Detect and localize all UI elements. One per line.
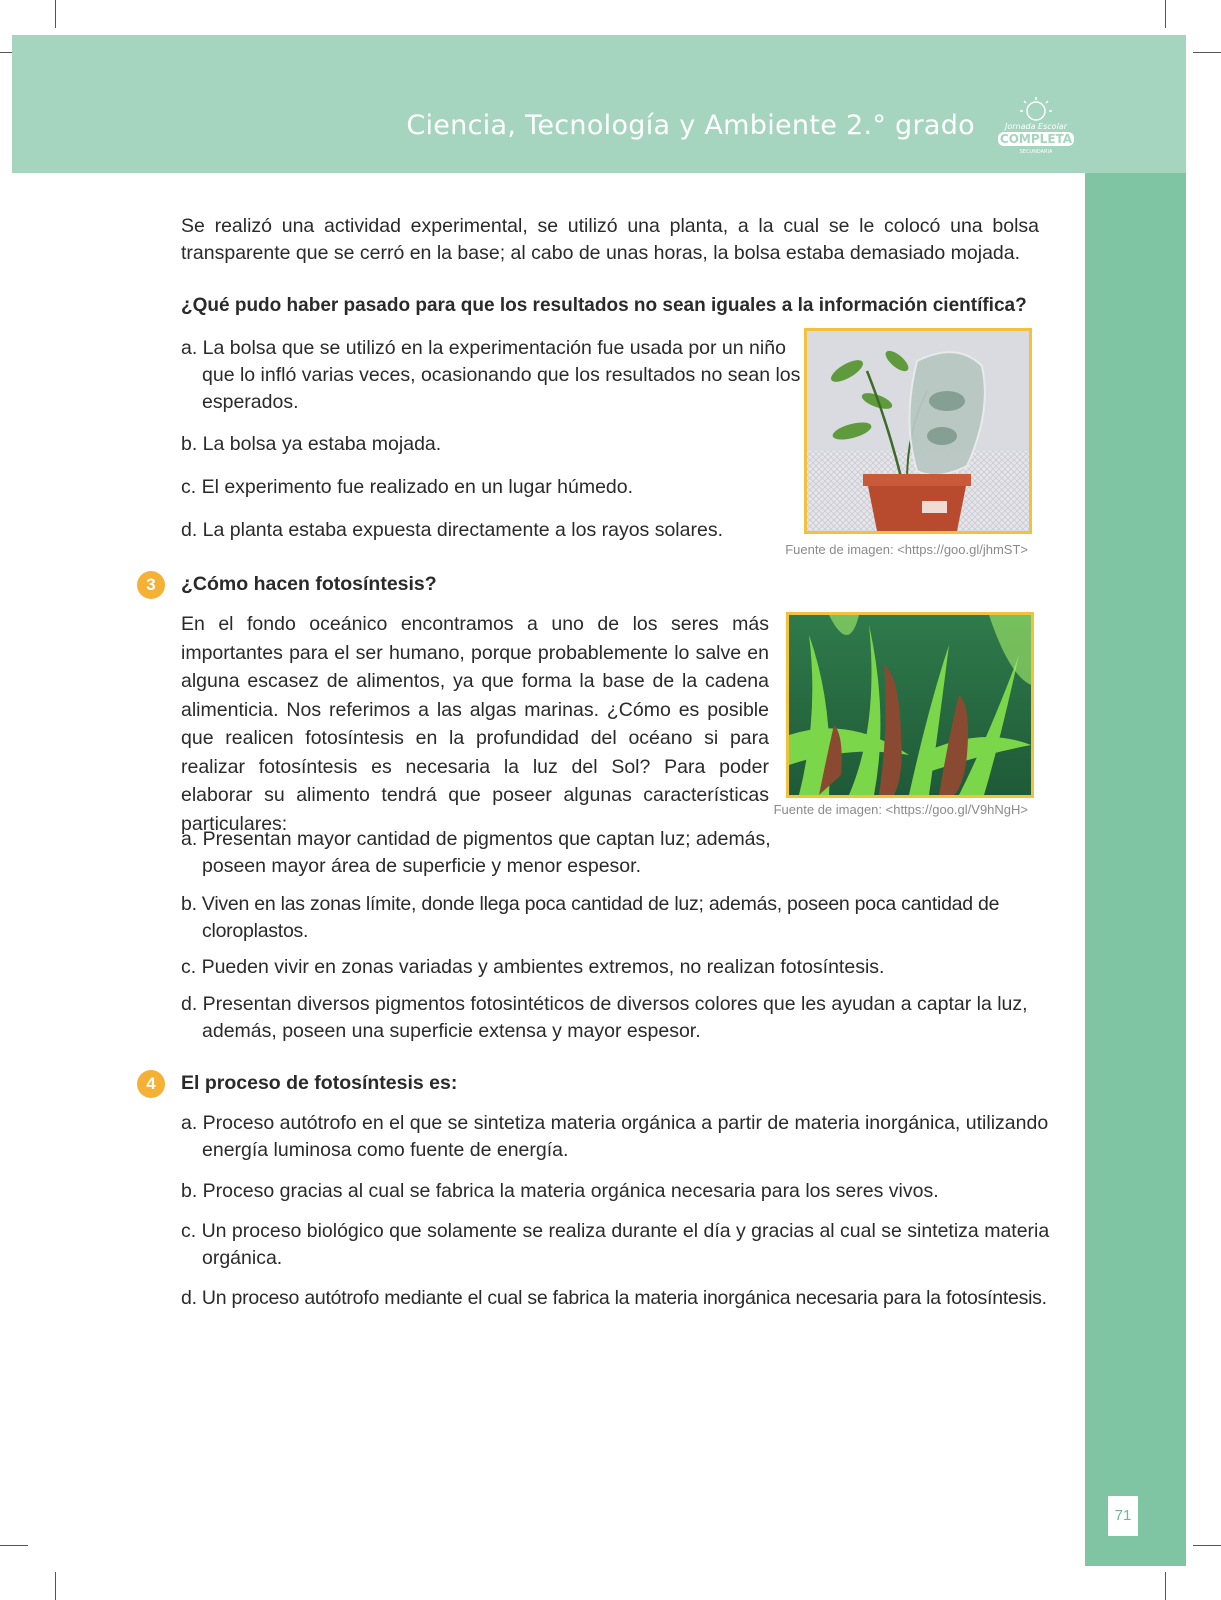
logo-line-2: COMPLETA [999,132,1073,146]
crop-mark [55,1572,56,1600]
seaweed-photo-caption: Fuente de imagen: <https://goo.gl/V9hNgH> [773,802,1028,817]
page-title: Ciencia, Tecnología y Ambiente 2.° grado [406,110,975,141]
crop-mark [0,1545,28,1546]
question-3-option-b: b. Viven en las zonas límite, donde llega poca cantidad de luz; además, poseen poca cantidad de cloroplastos. [181,893,1000,942]
crop-mark [55,0,56,28]
question-4-badge: 4 [137,1070,165,1098]
question-4-title: El proceso de fotosíntesis es: [181,1072,458,1094]
question-3-option-d: d. Presentan diversos pigmentos fotosintéticos de diversos colores que les ayudan a captar la luz, además, poseen una superficie extensa y mayor espesor. [181,993,1028,1042]
question-4-option-d: d. Un proceso autótrofo mediante el cual se fabrica la materia inorgánica necesaria para la fotosíntesis. [181,1287,1047,1309]
intro-option-c: c. El experimento fue realizado en un lugar húmedo. [181,476,634,498]
seaweed-photo [786,612,1034,798]
intro-option-a: a. La bolsa que se utilizó en la experimentación fue usada por un niño que lo infló varias veces, ocasionando que los resultados no sean los esperados. [181,337,801,413]
jornada-escolar-logo [996,95,1076,157]
question-3-title: ¿Cómo hacen fotosíntesis? [181,573,437,595]
logo-line-1: Jornada Escolar [1005,122,1067,131]
crop-mark [1193,52,1221,53]
crop-mark [1165,0,1166,28]
question-3-badge: 3 [137,571,165,599]
question-4-option-c: c. Un proceso biológico que solamente se realiza durante el día y gracias al cual se sintetiza materia orgánica. [181,1220,1050,1269]
question-3-option-a: a. Presentan mayor cantidad de pigmentos que captan luz; además, poseen mayor área de superficie y menor espesor. [181,828,771,877]
side-band [1085,173,1186,1566]
question-4-option-b: b. Proceso gracias al cual se fabrica la materia orgánica necesaria para los seres vivos. [181,1180,939,1202]
crop-mark [1193,1545,1221,1546]
crop-mark [1165,1572,1166,1600]
intro-question: ¿Qué pudo haber pasado para que los resultados no sean iguales a la información científica? [181,295,1027,316]
logo-line-3: SECUNDARIA [1019,149,1053,155]
intro-paragraph: Se realizó una actividad experimental, se utilizó una planta, a la cual se le colocó una bolsa transparente que se cerró en la base; al cabo de unas horas, la bolsa estaba demasiado mojada. [181,215,1039,264]
question-4-option-a: a. Proceso autótrofo en el que se sintetiza materia orgánica a partir de materia inorgánica, utilizando energía luminosa como fuente de energía. [181,1112,1049,1161]
plant-photo-caption: Fuente de imagen: <https://goo.gl/jhmST> [785,542,1028,557]
intro-option-b: b. La bolsa ya estaba mojada. [181,433,442,455]
page-number: 71 [1108,1496,1138,1536]
intro-option-d: d. La planta estaba expuesta directamente a los rayos solares. [181,519,723,541]
plant-bag-photo [804,328,1032,534]
question-3-option-c: c. Pueden vivir en zonas variadas y ambientes extremos, no realizan fotosíntesis. [181,956,885,978]
question-3-paragraph: En el fondo oceánico encontramos a uno de los seres más importantes para el ser humano, porque probablemente lo salve en alguna escasez de alimentos, ya que forma la base de la cadena alimenticia. Nos referimos a las algas marinas. ¿Cómo es posible que realicen fotosíntesis en la profundidad del océano si para realizar fotosíntesis es necesaria la luz del Sol? Para poder elaborar su alimento tendrá que poseer algunas características particulares: [181,613,769,835]
